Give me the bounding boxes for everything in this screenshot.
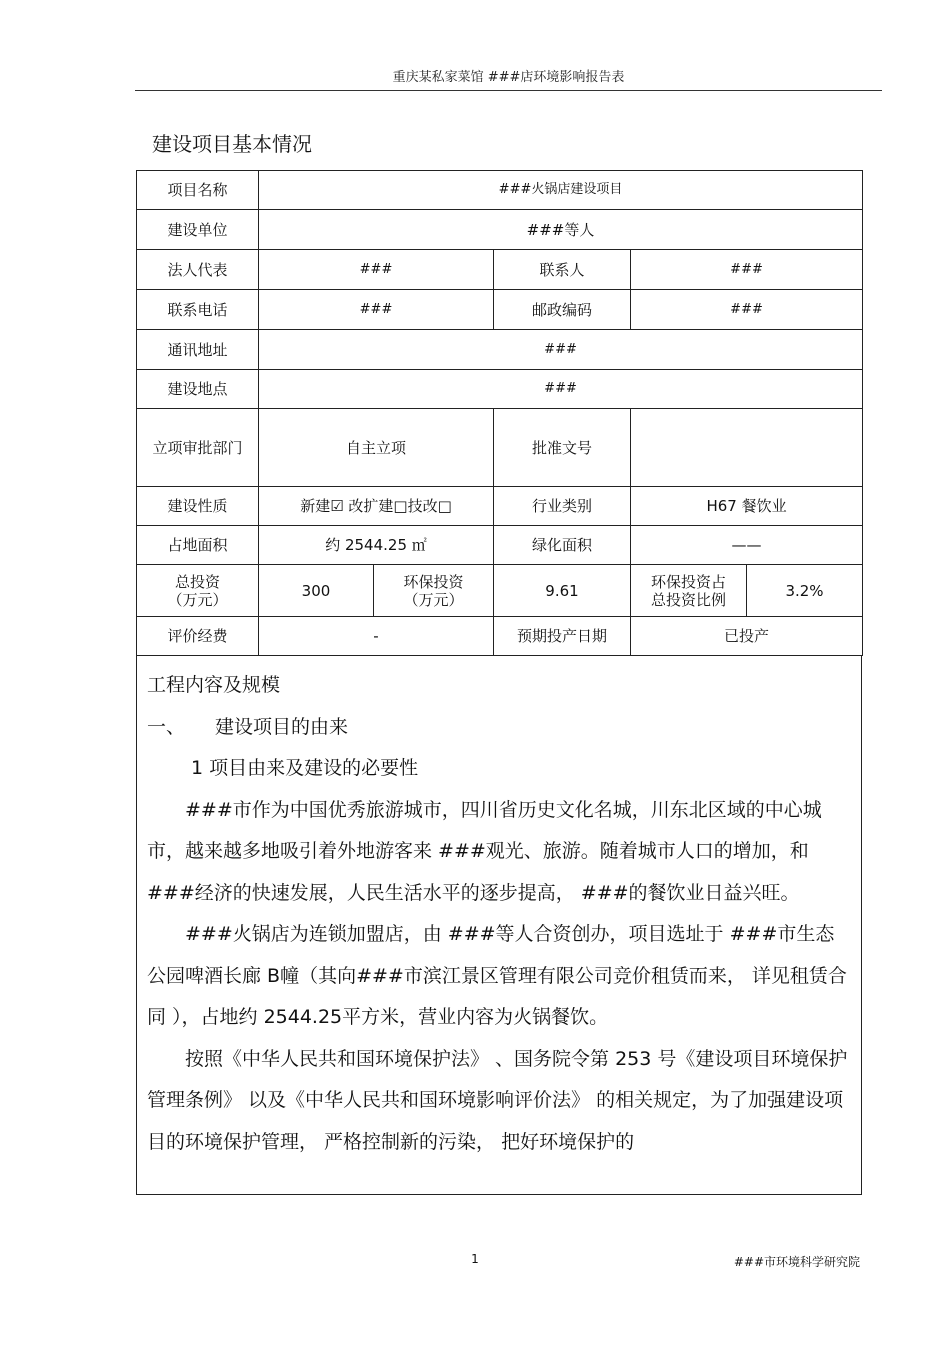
production-date-value: 已投产 xyxy=(631,617,863,656)
project-name-value: ###火锅店建设项目 xyxy=(259,171,863,210)
table-row xyxy=(137,290,863,330)
green-area-label: 绿化面积 xyxy=(494,526,631,565)
level1-heading xyxy=(147,707,851,749)
total-investment-label-line2: （万元） xyxy=(167,590,228,609)
paragraph-2: ###火锅店为连锁加盟店，由 ###等人合资创办，项目选址于 ###市生态公园啤酒长廊 B幢（其向###市滨江景区管理有限公司竞价租赁而来， 详见租赁合同 ），占地约 2544.25平方米，营业内容为火锅餐饮。 xyxy=(147,923,847,1028)
page-header: 重庆某私家菜馆 ###店环境影响报告表 xyxy=(392,70,625,85)
industry-label: 行业类别 xyxy=(494,487,631,526)
approval-dept-label: 立项审批部门 xyxy=(137,409,259,487)
header-rule xyxy=(135,90,882,91)
table-row xyxy=(137,330,863,370)
table-row xyxy=(137,250,863,290)
address-value: ### xyxy=(259,330,863,370)
level2-heading: 1 项目由来及建设的必要性 xyxy=(191,757,419,779)
area-value: 约 2544.25 ㎡ xyxy=(259,526,494,565)
eval-fee-value: - xyxy=(259,617,494,656)
env-ratio-label-line2: 总投资比例 xyxy=(650,590,726,609)
table-row xyxy=(137,565,863,617)
env-ratio-label xyxy=(631,565,747,617)
basic-info-table xyxy=(136,170,863,656)
production-date-label: 预期投产日期 xyxy=(494,617,631,656)
table-row xyxy=(137,370,863,409)
table-row xyxy=(137,487,863,526)
postcode-value: ### xyxy=(631,290,863,330)
content-heading: 工程内容及规模 xyxy=(147,674,281,696)
eval-fee-label: 评价经费 xyxy=(137,617,259,656)
paragraph-3: 按照《中华人民共和国环境保护法》 、国务院令第 253 号《建设项目环境保护管理条例》 以及《中华人民共和国环境影响评价法》 的相关规定，为了加强建设项目的环境保护管理， 严格控制新的污染， 把好环境保护的 xyxy=(147,1047,848,1153)
project-content-box xyxy=(136,655,862,1195)
site-value: ### xyxy=(259,370,863,409)
site-label: 建设地点 xyxy=(137,370,259,409)
approval-no-value xyxy=(631,409,863,487)
table-row xyxy=(137,617,863,656)
builder-value: ###等人 xyxy=(259,210,863,250)
total-investment-label xyxy=(137,565,259,617)
env-investment-label-line2: （万元） xyxy=(403,590,464,609)
level1-text: 建设项目的由来 xyxy=(215,715,349,738)
phone-value: ### xyxy=(259,290,494,330)
area-label: 占地面积 xyxy=(137,526,259,565)
env-investment-label-line1: 环保投资 xyxy=(403,572,464,591)
approval-dept-value: 自主立项 xyxy=(259,409,494,487)
env-ratio-label-line1: 环保投资占 xyxy=(650,572,726,591)
green-area-value: —— xyxy=(631,526,863,565)
postcode-label: 邮政编码 xyxy=(494,290,631,330)
legal-rep-label: 法人代表 xyxy=(137,250,259,290)
table-row xyxy=(137,210,863,250)
table-row xyxy=(137,409,863,487)
env-ratio-value: 3.2% xyxy=(747,565,863,617)
table-row xyxy=(137,171,863,210)
total-investment-value: 300 xyxy=(259,565,374,617)
industry-value: H67 餐饮业 xyxy=(631,487,863,526)
page-number: 1 xyxy=(471,1252,479,1266)
address-label: 通讯地址 xyxy=(137,330,259,370)
legal-rep-value: ### xyxy=(259,250,494,290)
section-title: 建设项目基本情况 xyxy=(152,132,312,156)
table-row xyxy=(137,526,863,565)
env-investment-label xyxy=(374,565,494,617)
total-investment-label-line1: 总投资 xyxy=(174,572,220,591)
nature-value: 新建☑ 改扩建□技改□ xyxy=(259,487,494,526)
env-investment-value: 9.61 xyxy=(494,565,631,617)
builder-label: 建设单位 xyxy=(137,210,259,250)
project-name-label: 项目名称 xyxy=(137,171,259,210)
contact-label: 联系人 xyxy=(494,250,631,290)
phone-label: 联系电话 xyxy=(137,290,259,330)
level1-number: 一、 xyxy=(147,715,186,738)
contact-value: ### xyxy=(631,250,863,290)
footer-organization: ###市环境科学研究院 xyxy=(733,1255,860,1269)
nature-label: 建设性质 xyxy=(137,487,259,526)
approval-no-label: 批准文号 xyxy=(494,409,631,487)
paragraph-1: ###市作为中国优秀旅游城市，四川省历史文化名城，川东北区域的中心城市，越来越多地吸引着外地游客来 ###观光、旅游。随着城市人口的增加，和 ###经济的快速发展，人民生活水平的逐步提高， ###的餐饮业日益兴旺。 xyxy=(147,798,822,904)
